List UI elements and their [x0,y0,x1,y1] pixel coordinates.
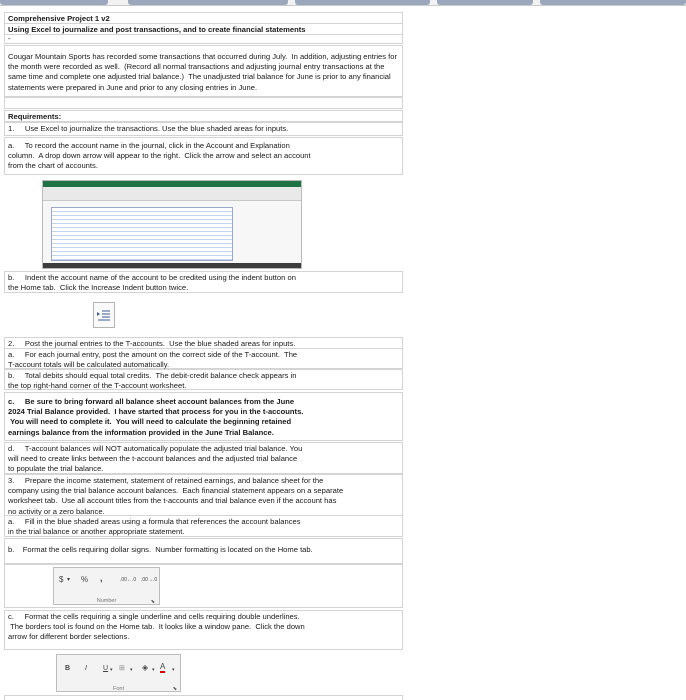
dropdown-arrow-icon[interactable]: ▾ [130,667,133,673]
excel-status-bar [43,263,301,268]
percent-format-icon[interactable]: % [81,575,89,584]
requirement-2c: c. Be sure to bring forward all balance sheet account balances from the June 2024 Trial Balance provided. I have started that process for you in the t-accounts. You will need to complete it. You will need to calculate the beginning retained earnings balance from the information provided in the June Trial Balance. [4,392,403,441]
font-format-group [56,654,181,692]
increase-decimal-icon[interactable]: .00←.0 [120,577,137,583]
requirement-1a: a. To record the account name in the journal, click in the Account and Explanation column. A drop down arrow will appear to the right. Click the arrow and select an account from the chart of accounts. [4,137,403,175]
requirement-2: 2. Post the journal entries to the T-accounts. Use the blue shaded areas for inputs. [4,337,403,349]
dialog-launcher-icon[interactable]: ⬊ [172,686,177,692]
dialog-launcher-icon[interactable]: ⬊ [150,599,155,605]
dropdown-arrow-icon[interactable]: ▾ [152,667,155,673]
underline-icon[interactable]: U [103,665,109,672]
dropdown-arrow-icon[interactable]: ▾ [67,577,71,583]
tab-indicator[interactable] [540,0,686,5]
excel-toolbar [43,187,301,201]
increase-indent-icon [93,302,115,328]
requirement-2a: a. For each journal entry, post the amount on the correct side of the T-account. The T-account totals will be calculated automatically. [4,348,403,369]
tab-indicator[interactable] [0,0,108,5]
italic-icon[interactable]: I [85,665,87,672]
currency-format-icon[interactable]: $ [59,575,64,584]
number-format-group [53,567,160,605]
document-title: Comprehensive Project 1 v2 [4,12,403,24]
font-group-caption: Font [112,686,124,692]
requirements-heading: Requirements: [4,110,403,122]
requirement-3a: a. Fill in the blue shaded areas using a formula that references the account balances in the trial balance or another appropriate statement. [4,515,403,537]
bottom-cell [4,695,403,700]
bold-icon[interactable]: B [65,665,71,672]
document-subtitle: Using Excel to journalize and post transactions, and to create financial statements [4,23,403,35]
excel-journal-screenshot [42,180,302,269]
empty-cell [4,97,403,109]
requirement-2d: d. T-account balances will NOT automatically populate the adjusted trial balance. You will need to create links between the t-account balances and the adjusted trial balance to populate the trial balance. [4,442,403,474]
fill-color-icon[interactable]: ◈ [142,663,149,672]
requirement-3: 3. Prepare the income statement, statement of retained earnings, and balance sheet for the company using the trial balance account balances. Each financial statement appears on a separate worksheet tab. Use all account titles from the t-accounts and trial balance even if the account has no activity or a zero balance. [4,474,403,516]
decrease-decimal-icon[interactable]: .00→.0 [141,577,158,583]
comma-style-icon[interactable]: , [100,573,103,583]
journal-sheet-preview [51,207,233,261]
requirement-3c: c. Format the cells requiring a single underline and cells requiring double underlines. The borders tool is found on the Home tab. It looks like a window pane. Click the down arrow for different border selections. [4,610,403,650]
font-color-icon[interactable]: A [160,662,166,671]
requirement-1: 1. Use Excel to journalize the transactions. Use the blue shaded areas for inputs. [4,122,403,136]
requirement-1b: b. Indent the account name of the account to be credited using the indent button on the Home tab. Click the Increase Indent button twice. [4,271,403,293]
browser-tab-strip [0,0,686,6]
dropdown-arrow-icon[interactable]: ▾ [172,667,175,673]
dropdown-arrow-icon[interactable]: ▾ [110,667,113,673]
requirement-3b: b. Format the cells requiring dollar signs. Number formatting is located on the Home tab. [4,538,403,564]
requirement-2b: b. Total debits should equal total credits. The debit-credit balance check appears in the top right-hand corner of the T-account worksheet. [4,369,403,390]
dash-cell: - [4,34,403,44]
tab-indicator[interactable] [437,0,533,5]
tab-indicator[interactable] [295,0,430,5]
intro-paragraph: Cougar Mountain Sports has recorded some transactions that occurred during July. In addition, adjusting entries for the month were recorded as well. (Record all normal transactions and adjusting journal entry transactions at the same time and complete one adjusted trial balance.) The unadjusted trial balance for June is prior to any financial statements were prepared in June and prior to any closing entries in June. [4,45,403,97]
tab-indicator[interactable] [128,0,288,5]
borders-icon[interactable]: ⊞ [119,665,125,672]
number-group-caption: Number [96,598,117,604]
